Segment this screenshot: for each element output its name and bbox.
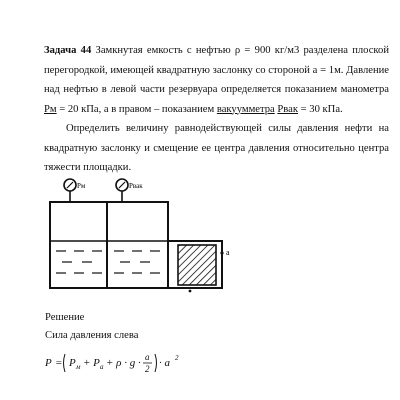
svg-text:м: м — [76, 363, 81, 371]
svg-text:Р: Р — [69, 357, 76, 369]
svg-text:а: а — [100, 363, 104, 371]
svg-text:+ ρ · g ·: + ρ · g · — [106, 357, 141, 369]
vacuum-gauge-word: вакуумметра — [216, 103, 275, 115]
svg-text:=: = — [55, 357, 63, 369]
problem-label: Задача 44 — [44, 45, 92, 56]
svg-text:+ Р: + Р — [83, 357, 100, 369]
svg-text:а: а — [145, 352, 150, 362]
problem-text-c: = 30 кПа. — [298, 103, 343, 115]
tank-diagram — [44, 175, 244, 300]
svg-text:2: 2 — [175, 354, 179, 362]
force-formula — [45, 348, 185, 378]
svg-text:· а: · а — [159, 357, 170, 369]
problem-statement — [44, 41, 389, 119]
svg-text:Р: Р — [45, 357, 52, 369]
pvak-symbol: Рвак — [277, 103, 299, 115]
problem-question: Определить величину равнодействующей силы давления нефти на квадратную заслонку и смещение ее центра давления относительно центра тяжести площадки. — [44, 123, 389, 173]
manometer-label: Рм — [77, 182, 86, 190]
gate-side-label: а — [226, 248, 230, 257]
vacuum-gauge-label: Рвак — [129, 182, 143, 190]
problem-text-a: Замкнутая емкость с нефтью ρ = 900 кг/м3 разделена плоской перегородкой, имеющей квадратную заслонку со стороной а = 1м. Давление над нефтью в левой части резервуара определяется показанием манометра — [44, 45, 389, 95]
solution-line: Сила давления слева — [45, 330, 139, 341]
pm-symbol: Рм — [44, 103, 57, 115]
square-gate — [178, 245, 216, 285]
solution-title: Решение — [45, 312, 85, 323]
problem-text-b: = 20 кПа, а в правом – показанием — [56, 103, 217, 115]
tank-outline — [50, 202, 168, 288]
svg-text:2: 2 — [145, 364, 150, 374]
